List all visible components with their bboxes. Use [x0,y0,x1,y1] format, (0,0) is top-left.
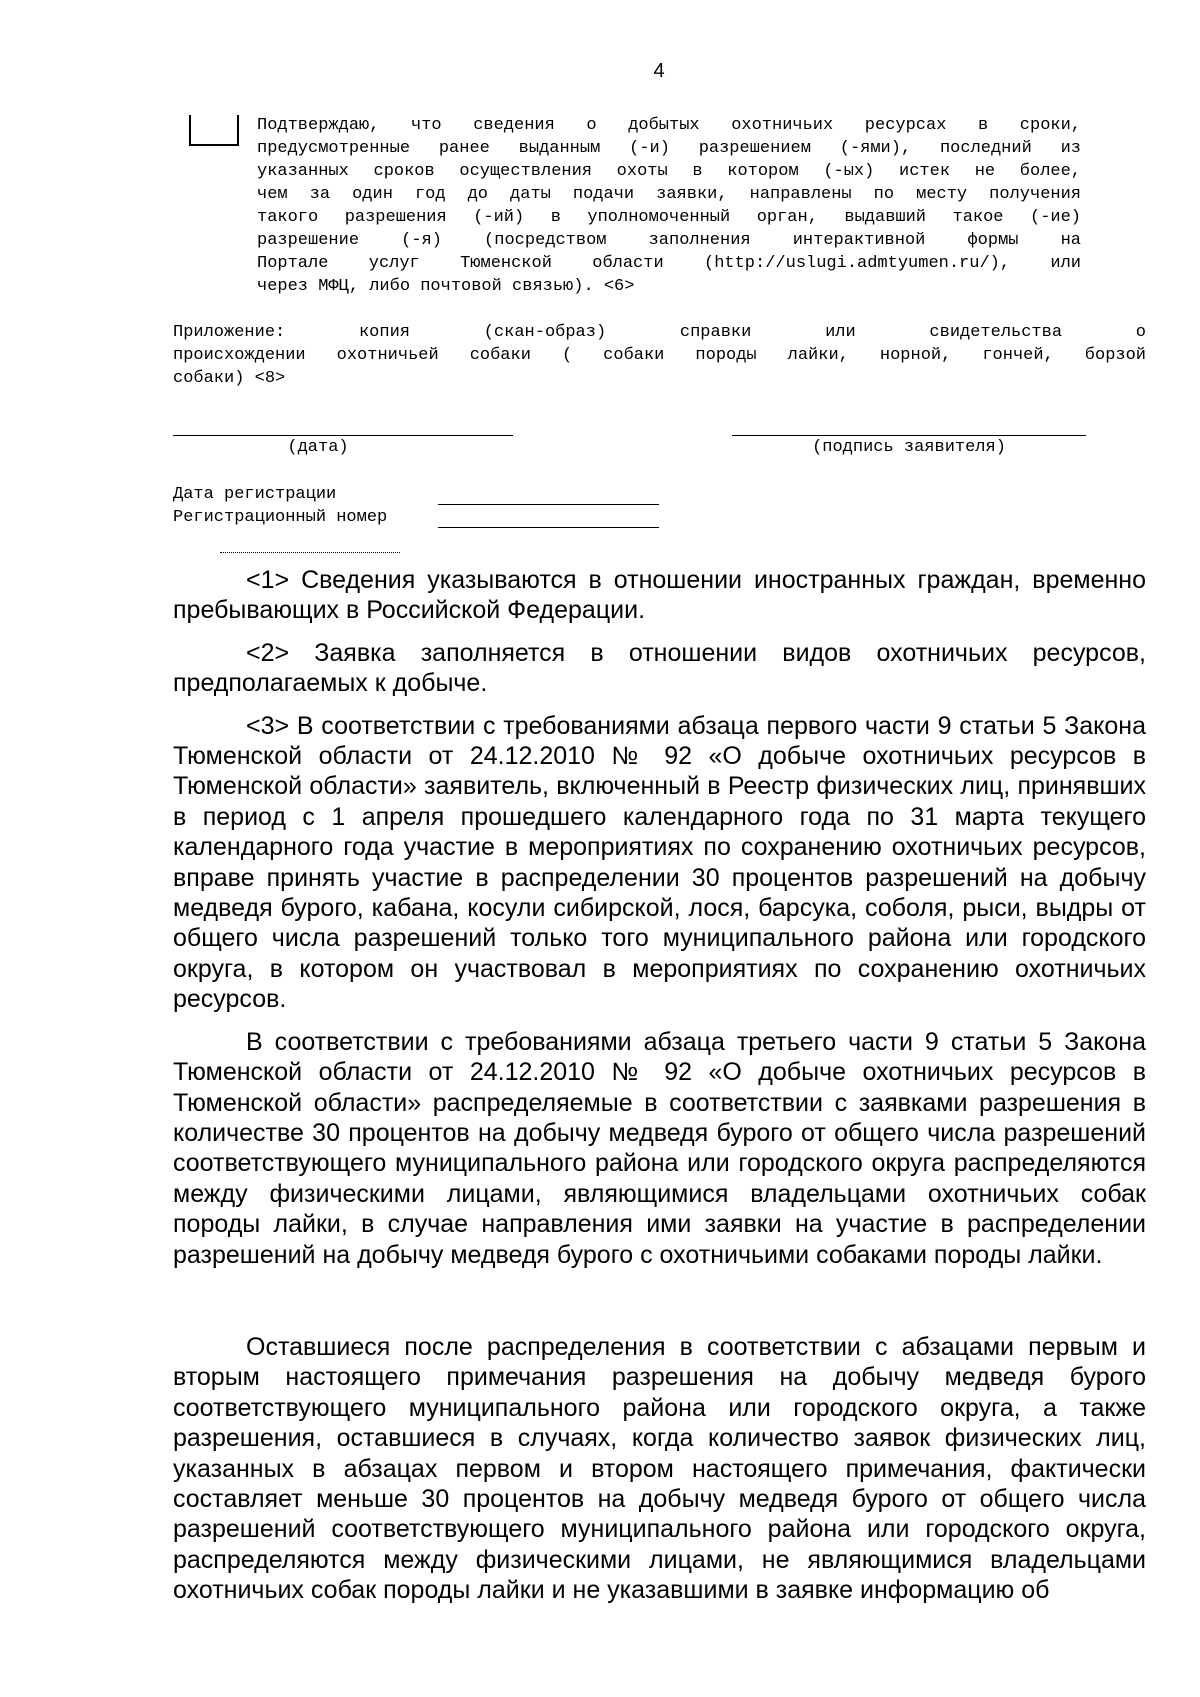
footnote-1: <1> Сведения указываются в отношении иностранных граждан, временно пребывающих в Российской Федерации. [173,566,1146,625]
confirmation-line: чем за один год до даты подачи заявки, направлены по месту получения [257,185,1081,204]
attachment-line: собаки) <8> [173,369,286,388]
confirmation-text [257,114,1081,298]
confirmation-line: Подтверждаю, что сведения о добытых охотничьих ресурсах в сроки, [257,116,1081,135]
confirmation-line: Портале услуг Тюменской области (http://uslugi.admtyumen.ru/), или [257,254,1081,273]
attachment-line: происхождении охотничьей собаки ( собаки породы лайки, норной, гончей, борзой [173,346,1146,365]
registration-date-field[interactable] [438,504,659,505]
registration-date-label: Дата регистрации [173,485,337,504]
confirmation-line: разрешение (-я) (посредством заполнения интерактивной формы на [257,231,1081,250]
footnote-2: <2> Заявка заполняется в отношении видов охотничьих ресурсов, предполагаемых к добыче. [173,638,1146,698]
footnote-3: <3> В соответствии с требованиями абзаца первого части 9 статьи 5 Закона Тюменской области от 24.12.2010 № 92 «О добыче охотничьих ресурсов в Тюменской области» заявитель, включенный в Реестр физических лиц, принявших в период с 1 апреля прошедшего календарного года по 31 марта текущего календарного года участие в мероприятиях по сохранению охотничьих ресурсов, вправе принять участие в распределении 30 процентов разрешений на добычу медведя бурого, кабана, косули сибирской, лося, барсука, соболя, рыси, выдры от общего числа разрешений только того муниципального района или городского округа, в котором он участвовал в мероприятиях по сохранению охотничьих ресурсов. [173,711,1146,1014]
confirmation-checkbox[interactable] [189,115,239,146]
attachment-line: Приложение: копия (скан-образ) справки или свидетельства о [173,323,1146,342]
confirmation-line: указанных сроков осуществления охоты в котором (-ых) истек не более, [257,162,1081,181]
confirmation-line: предусмотренные ранее выданным (-и) разрешением (-ями), последний из [257,139,1081,158]
date-caption: (дата) [287,438,349,457]
confirmation-line: через МФЦ, либо почтовой связью). <6> [257,277,635,296]
attachment-text [173,321,1146,390]
registration-number-label: Регистрационный номер [173,508,388,527]
footnotes [173,565,1146,1606]
footnote-3-paragraph-2: В соответствии с требованиями абзаца третьего части 9 статьи 5 Закона Тюменской области от 24.12.2010 № 92 «О добыче охотничьих ресурсов в Тюменской области» распределяемые в соответствии с заявками разрешения в количестве 30 процентов на добычу медведя бурого от общего числа разрешений соответствующего муниципального района или городского округа распределяются между физическими лицами, являющимися владельцами охотничьих собак породы лайки, в случае направления ими заявки на участие в распределении разрешений на добычу медведя бурого с охотничьими собаками породы лайки. [173,1027,1146,1269]
registration-number-field[interactable] [438,527,659,528]
footnote-3-paragraph-3: Оставшиеся после распределения в соответствии с абзацами первым и вторым настоящего примечания разрешения на добычу медведя бурого соответствующего муниципального района или городского округа, а также разрешения, оставшиеся в случаях, когда количество заявок физических лиц, указанных в абзацах первом и втором настоящего примечания, фактически составляет меньше 30 процентов на добычу медведя бурого от общего числа разрешений соответствующего муниципального района или городского округа, распределяются между физическими лицами, не являющимися владельцами охотничьих собак породы лайки и не указавшими в заявке информацию об [173,1332,1146,1605]
page-number: 4 [653,60,665,82]
signature-caption: (подпись заявителя) [812,438,1006,457]
footnote-separator [220,552,400,553]
confirmation-line: такого разрешения (-ий) в уполномоченный орган, выдавший такое (-ие) [257,208,1081,227]
